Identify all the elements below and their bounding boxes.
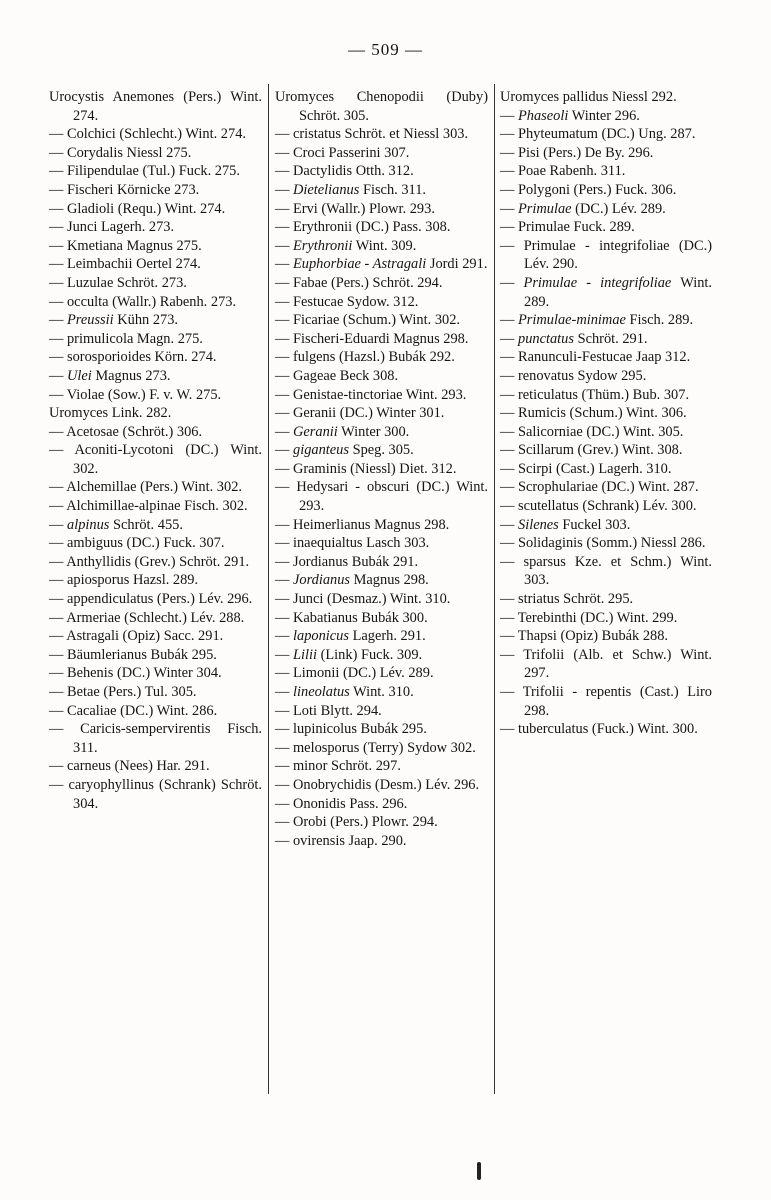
- italic-taxon: Erythronii: [293, 237, 353, 254]
- index-column-2: [275, 88, 488, 850]
- italic-taxon: Primulae-minimae: [518, 312, 626, 329]
- index-entry: — tuberculatus (Fuck.) Wint. 300.: [500, 721, 698, 738]
- italic-taxon: Jordianus: [293, 572, 351, 589]
- index-entry: — Luzulae Schröt. 273.: [49, 274, 187, 291]
- index-entry: — Filipendulae (Tul.) Fuck. 275.: [49, 163, 240, 180]
- index-entry: — sorosporioides Körn. 274.: [49, 349, 217, 366]
- index-entry: — laponicus Lagerh. 291.: [275, 628, 426, 645]
- index-entry: — striatus Schröt. 295.: [500, 591, 634, 608]
- italic-taxon: Dietelianus: [293, 181, 360, 198]
- index-entry: — Cacaliae (DC.) Wint. 286.: [49, 702, 218, 719]
- index-entry: — Kabatianus Bubák 300.: [275, 609, 428, 626]
- italic-taxon: alpinus: [67, 516, 110, 533]
- index-entry: — Primulae-minimae Fisch. 289.: [500, 312, 694, 329]
- index-entry: — Ononidis Pass. 296.: [275, 795, 408, 812]
- index-entry: — Croci Passerini 307.: [275, 144, 410, 161]
- index-entry: — Betae (Pers.) Tul. 305.: [49, 684, 197, 700]
- italic-taxon: Primulae - integrifoliae: [523, 274, 672, 291]
- italic-taxon: Euphorbiae - Astragali: [293, 256, 427, 273]
- ink-mark: [477, 1162, 481, 1180]
- index-entry: — Thapsi (Opiz) Bubák 288.: [500, 628, 669, 645]
- italic-taxon: Geranii: [293, 423, 338, 440]
- index-entry: — Genistae-tinctoriae Wint. 293.: [275, 386, 467, 403]
- index-entry: — Rumicis (Schum.) Wint. 306.: [500, 405, 687, 422]
- index-entry: — Caricis-sempervirentis Fisch. 311.: [49, 721, 262, 756]
- index-entry: — Kmetiana Magnus 275.: [49, 237, 202, 254]
- index-entry: — renovatus Sydow 295.: [500, 367, 647, 384]
- index-entry: — Loti Blytt. 294.: [275, 702, 382, 719]
- italic-taxon: Preussii: [67, 312, 114, 329]
- index-entry: — Corydalis Niessl 275.: [49, 144, 192, 161]
- index-entry: — alpinus Schröt. 455.: [49, 516, 183, 533]
- index-entry: Urocystis Anemones (Pers.) Wint. 274.: [49, 89, 262, 124]
- index-entry: — Preussii Kühn 273.: [49, 312, 178, 329]
- index-entry: — Dietelianus Fisch. 311.: [275, 181, 426, 198]
- index-entry: — Alchemillae (Pers.) Wint. 302.: [49, 479, 242, 496]
- index-entry: — Primulae Fuck. 289.: [500, 219, 635, 236]
- index-entry: — fulgens (Hazsl.) Bubák 292.: [275, 349, 455, 366]
- index-entry: — Orobi (Pers.) Plowr. 294.: [275, 814, 438, 831]
- index-entry: — Acetosae (Schröt.) 306.: [49, 423, 203, 440]
- italic-taxon: lineolatus: [293, 684, 350, 700]
- index-entry: — Festucae Sydow. 312.: [275, 293, 419, 310]
- index-entry: — Ulei Magnus 273.: [49, 367, 171, 384]
- index-entry: — cristatus Schröt. et Niessl 303.: [275, 126, 469, 143]
- index-entry: — Behenis (DC.) Winter 304.: [49, 665, 222, 682]
- italic-taxon: Primulae: [518, 200, 572, 217]
- index-entry: — Hedysari - obscuri (DC.) Wint. 293.: [275, 479, 488, 515]
- index-entry: — Jordianus Magnus 298.: [275, 572, 429, 589]
- page-number: 509: [371, 40, 400, 59]
- index-entry: — carneus (Nees) Har. 291.: [49, 758, 210, 775]
- page-header: — 509 —: [348, 40, 423, 59]
- index-entry: Uromyces Link. 282.: [49, 405, 172, 422]
- index-entry: — Fischeri Körnicke 273.: [49, 181, 200, 198]
- italic-taxon: Ulei: [67, 367, 92, 384]
- index-entry: — occulta (Wallr.) Rabenh. 273.: [49, 293, 237, 310]
- index-entry: — lineolatus Wint. 310.: [275, 684, 414, 700]
- index-entry: — Silenes Fuckel 303.: [500, 516, 631, 533]
- index-entry: — Leimbachii Oertel 274.: [49, 256, 201, 273]
- index-entry: — Trifolii (Alb. et Schw.) Wint. 297.: [500, 646, 712, 682]
- index-entry: — Alchimillae-alpinae Fisch. 302.: [49, 498, 248, 515]
- index-entry: — appendiculatus (Pers.) Lév. 296.: [49, 591, 253, 608]
- index-entry: — Anthyllidis (Grev.) Schröt. 291.: [49, 553, 250, 570]
- index-entry: — Jordianus Bubák 291.: [275, 553, 419, 570]
- index-entry: — Pisi (Pers.) De By. 296.: [500, 144, 654, 161]
- index-entry: — Ranunculi-Festucae Jaap 312.: [500, 349, 691, 366]
- index-entry: Uromyces Chenopodii (Duby) Schröt. 305.: [275, 89, 488, 124]
- index-entry: — primulicola Magn. 275.: [49, 330, 203, 347]
- index-entry: — Solidaginis (Somm.) Niessl 286.: [500, 535, 706, 552]
- index-entry: — punctatus Schröt. 291.: [500, 330, 648, 347]
- italic-taxon: giganteus: [293, 442, 349, 459]
- index-entry: — Gageae Beck 308.: [275, 367, 399, 384]
- index-entry: — ambiguus (DC.) Fuck. 307.: [49, 535, 225, 552]
- index-entry: — ovirensis Jaap. 290.: [275, 832, 407, 849]
- index-entry: — Trifolii - repentis (Cast.) Liro 298.: [500, 684, 712, 719]
- index-entry: — Primulae - integrifoliae Wint. 289.: [500, 274, 712, 310]
- index-entry: — Geranii (DC.) Winter 301.: [275, 405, 445, 422]
- index-entry: — Violae (Sow.) F. v. W. 275.: [49, 386, 222, 403]
- index-column-3: [500, 88, 712, 739]
- index-entry: — apiosporus Hazsl. 289.: [49, 572, 199, 589]
- index-entry: — Armeriae (Schlecht.) Lév. 288.: [49, 609, 245, 626]
- index-entry: — Limonii (DC.) Lév. 289.: [275, 665, 434, 682]
- index-entry: — reticulatus (Thüm.) Bub. 307.: [500, 386, 690, 403]
- index-entry: — Terebinthi (DC.) Wint. 299.: [500, 609, 678, 626]
- index-entry: — giganteus Speg. 305.: [275, 442, 414, 459]
- index-entry: — Erythronii Wint. 309.: [275, 237, 417, 254]
- index-entry: — Primulae - integrifoliae (DC.) Lév. 290.: [500, 237, 712, 273]
- index-entry: — Dactylidis Otth. 312.: [275, 163, 414, 180]
- index-entry: — scutellatus (Schrank) Lév. 300.: [500, 498, 697, 515]
- index-entry: — Colchici (Schlecht.) Wint. 274.: [49, 126, 246, 143]
- index-entry: — Junci Lagerh. 273.: [49, 219, 175, 236]
- index-entry: — Fabae (Pers.) Schröt. 294.: [275, 274, 443, 291]
- index-entry: — Scrophulariae (DC.) Wint. 287.: [500, 479, 699, 496]
- index-entry: — Poae Rabenh. 311.: [500, 163, 626, 180]
- column-rule: [494, 84, 495, 1094]
- index-entry: — lupinicolus Bubák 295.: [275, 721, 427, 738]
- index-entry: — Ervi (Wallr.) Plowr. 293.: [275, 200, 435, 217]
- index-entry: — Polygoni (Pers.) Fuck. 306.: [500, 181, 677, 198]
- index-entry: — melosporus (Terry) Sydow 302.: [275, 739, 476, 756]
- index-entry: — Bäumlerianus Bubák 295.: [49, 646, 217, 663]
- index-entry: — Ficariae (Schum.) Wint. 302.: [275, 312, 460, 329]
- italic-taxon: Lilii: [293, 646, 317, 663]
- index-entry: — sparsus Kze. et Schm.) Wint. 303.: [500, 553, 712, 589]
- index-entry: — caryophyllinus (Schrank) Schröt. 304.: [49, 776, 262, 812]
- index-entry: — Astragali (Opiz) Sacc. 291.: [49, 628, 224, 645]
- italic-taxon: Silenes: [518, 516, 559, 533]
- index-entry: — Aconiti-Lycotoni (DC.) Wint. 302.: [49, 442, 262, 477]
- index-entry: Uromyces pallidus Niessl 292.: [500, 89, 677, 105]
- index-entry: — Gladioli (Requ.) Wint. 274.: [49, 200, 226, 217]
- index-entry: — Onobrychidis (Desm.) Lév. 296.: [275, 776, 480, 793]
- index-entry: — inaequialtus Lasch 303.: [275, 535, 430, 552]
- index-entry: — Scillarum (Grev.) Wint. 308.: [500, 442, 683, 459]
- index-entry: — Erythronii (DC.) Pass. 308.: [275, 219, 451, 236]
- index-entry: — Geranii Winter 300.: [275, 423, 410, 440]
- index-entry: — Heimerlianus Magnus 298.: [275, 516, 450, 533]
- index-entry: — Euphorbiae - Astragali Jordi 291.: [275, 256, 488, 273]
- index-entry: — minor Schröt. 297.: [275, 758, 401, 775]
- index-entry: — Lilii (Link) Fuck. 309.: [275, 646, 423, 663]
- index-entry: — Salicorniae (DC.) Wint. 305.: [500, 423, 684, 440]
- italic-taxon: laponicus: [293, 628, 349, 645]
- column-rule: [268, 84, 269, 1094]
- index-entry: — Phaseoli Winter 296.: [500, 107, 640, 124]
- index-column-1: [49, 88, 262, 813]
- italic-taxon: punctatus: [518, 330, 574, 347]
- index-entry: — Phyteumatum (DC.) Ung. 287.: [500, 126, 696, 143]
- index-entry: — Fischeri-Eduardi Magnus 298.: [275, 330, 469, 347]
- italic-taxon: Phaseoli: [518, 107, 569, 124]
- index-entry: — Scirpi (Cast.) Lagerh. 310.: [500, 460, 672, 477]
- index-entry: — Junci (Desmaz.) Wint. 310.: [275, 591, 451, 608]
- index-entry: — Graminis (Niessl) Diet. 312.: [275, 460, 457, 477]
- index-entry: — Primulae (DC.) Lév. 289.: [500, 200, 666, 217]
